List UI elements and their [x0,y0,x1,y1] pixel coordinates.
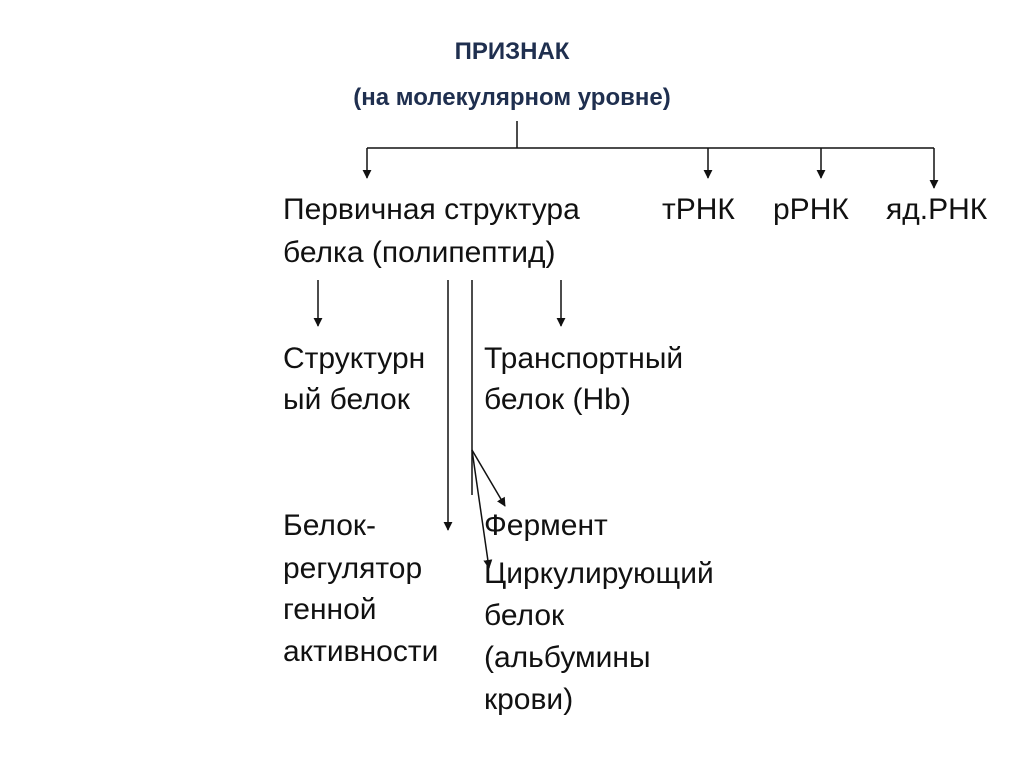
structural-protein-line2: ый белок [283,383,410,416]
transport-protein-line2: белок (Hb) [484,383,631,416]
nuclear-rna-label: яд.РНК [886,193,988,226]
regulator-protein-line4: активности [283,635,439,668]
diagram-subtitle: (на молекулярном уровне) [353,84,671,111]
rrna-label: рРНК [773,193,849,226]
primary-structure-line1: Первичная структура [283,193,580,226]
diagram-title: ПРИЗНАК [454,38,570,65]
structural-protein-line1: Структурн [283,342,426,375]
circulating-protein-line4: крови) [484,683,574,716]
arrow-to-enzyme [472,450,505,506]
regulator-protein-line1: Белок- [283,509,377,542]
circulating-protein-line1: Циркулирующий [484,557,714,590]
transport-protein-line1: Транспортный [484,342,684,375]
circulating-protein-line3: (альбумины [484,641,651,674]
enzyme-label: Фермент [484,509,608,542]
circulating-protein-line2: белок [484,599,565,632]
trna-label: тРНК [662,193,735,226]
regulator-protein-line2: регулятор [283,552,423,585]
primary-structure-line2: белка (полипептид) [283,236,556,269]
regulator-protein-line3: генной [283,593,377,626]
